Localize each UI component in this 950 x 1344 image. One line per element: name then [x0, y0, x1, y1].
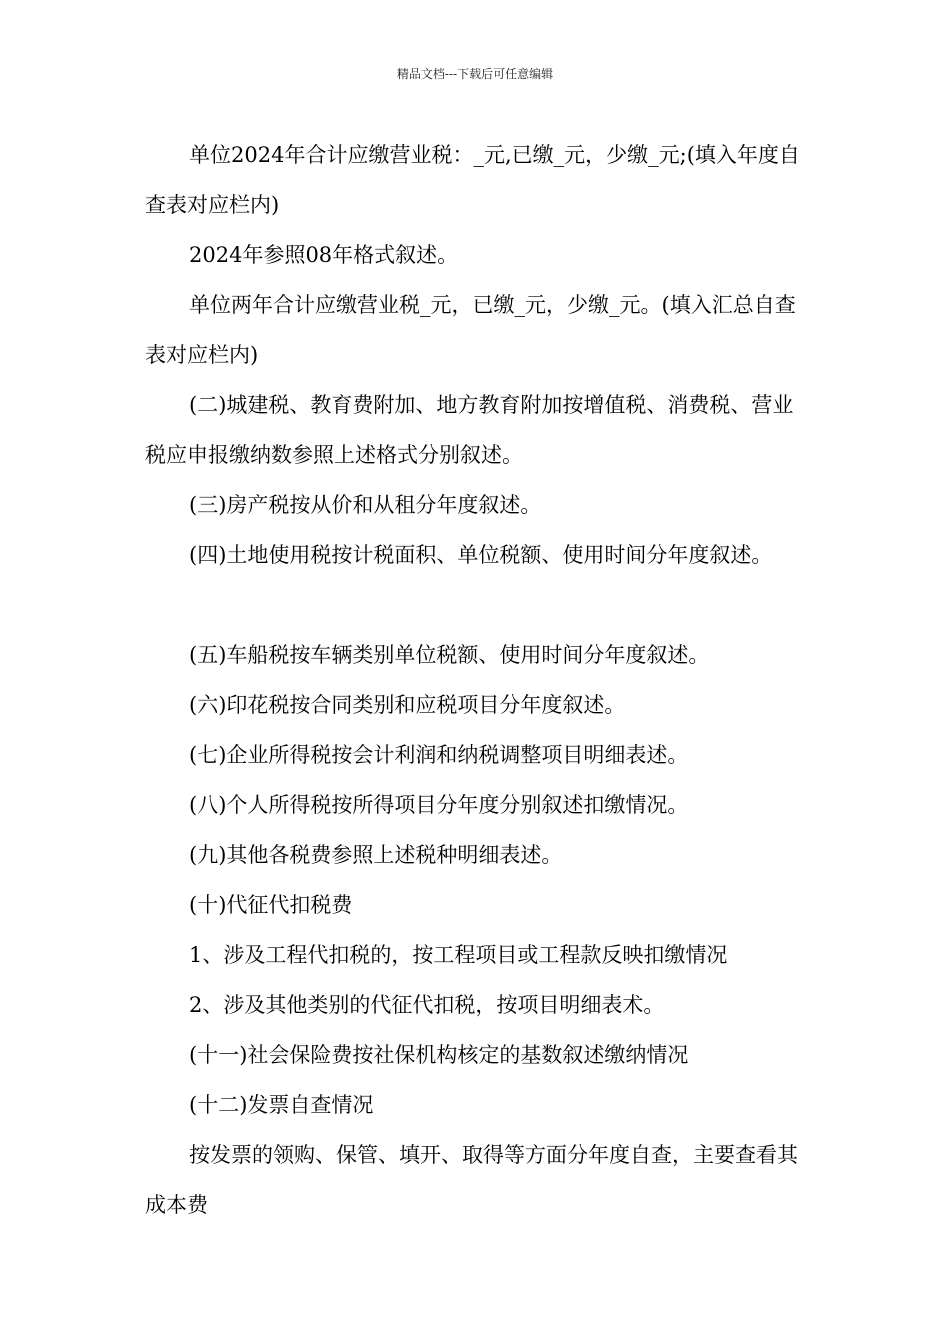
paragraph-business-tax-2024: 单位2024年合计应缴营业税：_元,已缴_元，少缴_元;(填入年度自查表对应栏内)	[145, 143, 800, 217]
paragraph-item-10-1: 1、涉及工程代扣税的，按工程项目或工程款反映扣缴情况	[189, 943, 728, 967]
paragraph-item-10: (十)代征代扣税费	[189, 893, 353, 917]
paragraph-item-9: (九)其他各税费参照上述税种明细表述。	[189, 843, 563, 867]
paragraph-business-tax-two-years: 单位两年合计应缴营业税_元，已缴_元，少缴_元。(填入汇总自查表对应栏内)	[145, 293, 796, 367]
paragraph-item-10-2: 2、涉及其他类别的代征代扣税，按项目明细表术。	[189, 993, 665, 1017]
paragraph-item-12: (十二)发票自查情况	[189, 1093, 374, 1117]
paragraph-2024-format: 2024年参照08年格式叙述。	[189, 243, 459, 267]
blank-line	[145, 580, 810, 630]
page-header: 精品文档---下载后可任意编辑	[396, 67, 554, 81]
document-body	[145, 130, 810, 1230]
paragraph-item-6: (六)印花税按合同类别和应税项目分年度叙述。	[189, 693, 626, 717]
paragraph-invoice-check: 按发票的领购、保管、填开、取得等方面分年度自查，主要查看其成本费	[145, 1143, 798, 1217]
paragraph-item-8: (八)个人所得税按所得项目分年度分别叙述扣缴情况。	[189, 793, 689, 817]
paragraph-item-7: (七)企业所得税按会计利润和纳税调整项目明细表述。	[189, 743, 689, 767]
paragraph-item-11: (十一)社会保险费按社保机构核定的基数叙述缴纳情况	[189, 1043, 689, 1067]
paragraph-item-4: (四)土地使用税按计税面积、单位税额、使用时间分年度叙述。	[189, 543, 773, 567]
paragraph-item-2: (二)城建税、教育费附加、地方教育附加按增值税、消费税、营业税应申报缴纳数参照上述格式分别叙述。	[145, 393, 794, 467]
paragraph-item-3: (三)房产税按从价和从租分年度叙述。	[189, 493, 542, 517]
paragraph-item-5: (五)车船税按车辆类别单位税额、使用时间分年度叙述。	[189, 643, 710, 667]
